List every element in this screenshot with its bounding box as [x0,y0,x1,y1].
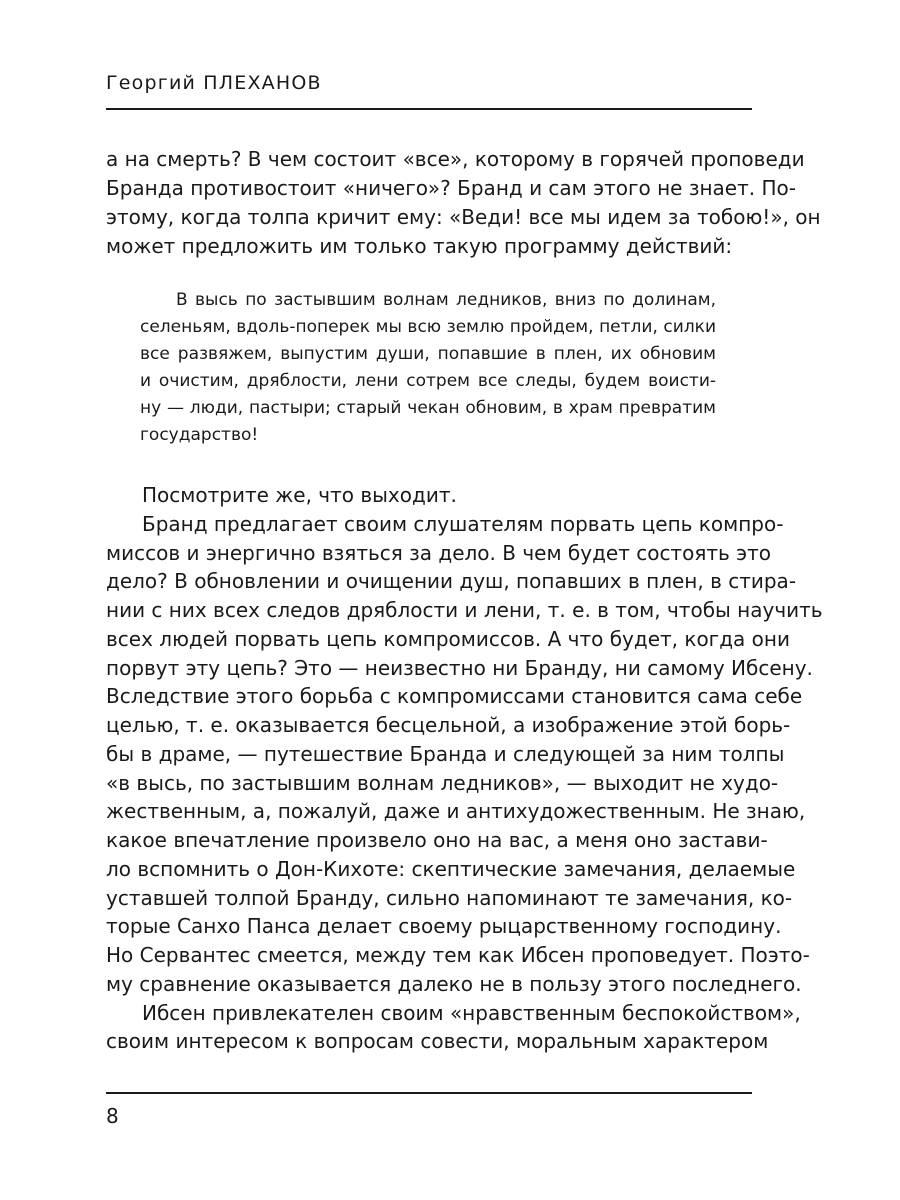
text-line: может предложить им только такую программу действий: [106,234,733,258]
text-line: Посмотрите же, что выходит. [142,483,457,507]
running-head: Георгий ПЛЕХАНОВ [106,72,322,94]
text-line: уставшей толпой Бранду, сильно напоминают те замечания, ко- [106,886,793,910]
text-line: какое впечатление произвело оно на вас, а меня оно застави- [106,828,768,852]
quote-line: и очистим, дряблости, лени сотрем все следы, будем воисти- [140,371,716,391]
text-line: Бранд предлагает своим слушателям порвать цепь компро- [142,512,784,536]
quote-line: государство! [140,425,259,445]
text-line: «в высь, по застывшим волнам ледников», — выходит не худо- [106,771,779,795]
text-line: жественным, а, пожалуй, даже и антихудожественным. Не знаю, [106,799,806,823]
footer-rule [106,1092,752,1094]
quote-line: ну — люди, пастыри; старый чекан обновим, в храм превратим [140,398,716,418]
header-rule [106,108,752,110]
text-line: Вследствие этого борьба с компромиссами становится сама себе [106,684,803,708]
quote-line: селеньям, вдоль-поперек мы всю землю пройдем, петли, силки [140,317,716,337]
text-line: этому, когда толпа кричит ему: «Веди! все мы идем за тобою!», он [106,205,821,229]
text-line: му сравнение оказывается далеко не в пользу этого последнего. [106,972,802,996]
text-line: миссов и энергично взяться за дело. В чем будет состоять это [106,541,772,565]
quote-line: В высь по застывшим волнам ледников, вниз по долинам, [176,290,716,310]
quote-line: все развяжем, выпустим души, попавшие в плен, их обновим [140,344,716,364]
text-line: нии с них всех следов дряблости и лени, т. е. в том, чтобы научить [106,598,823,622]
text-line: бы в драме, — путешествие Бранда и следующей за ним толпы [106,742,785,766]
text-line: Бранда противостоит «ничего»? Бранд и сам этого не знает. По- [106,176,796,200]
text-line: торые Санхо Панса делает своему рыцарственному господину. [106,914,782,938]
text-line: порвут эту цепь? Это — неизвестно ни Бранду, ни самому Ибсену. [106,656,813,680]
text-line: дело? В обновлении и очищении душ, попавших в плен, в стира- [106,569,797,593]
text-line: а на смерть? В чем состоит «все», которому в горячей проповеди [106,147,805,171]
text-line: всех людей порвать цепь компромиссов. А что будет, когда они [106,627,790,651]
page-number: 8 [106,1104,119,1128]
text-line: ло вспомнить о Дон-Кихоте: скептические замечания, делаемые [106,857,796,881]
text-line: целью, т. е. оказывается бесцельной, а изображение этой борь- [106,713,791,737]
text-line: своим интересом к вопросам совести, моральным характером [106,1029,769,1053]
text-line: Но Сервантес смеется, между тем как Ибсен проповедует. Поэто- [106,943,810,967]
text-line: Ибсен привлекателен своим «нравственным беспокойством», [142,1001,801,1025]
